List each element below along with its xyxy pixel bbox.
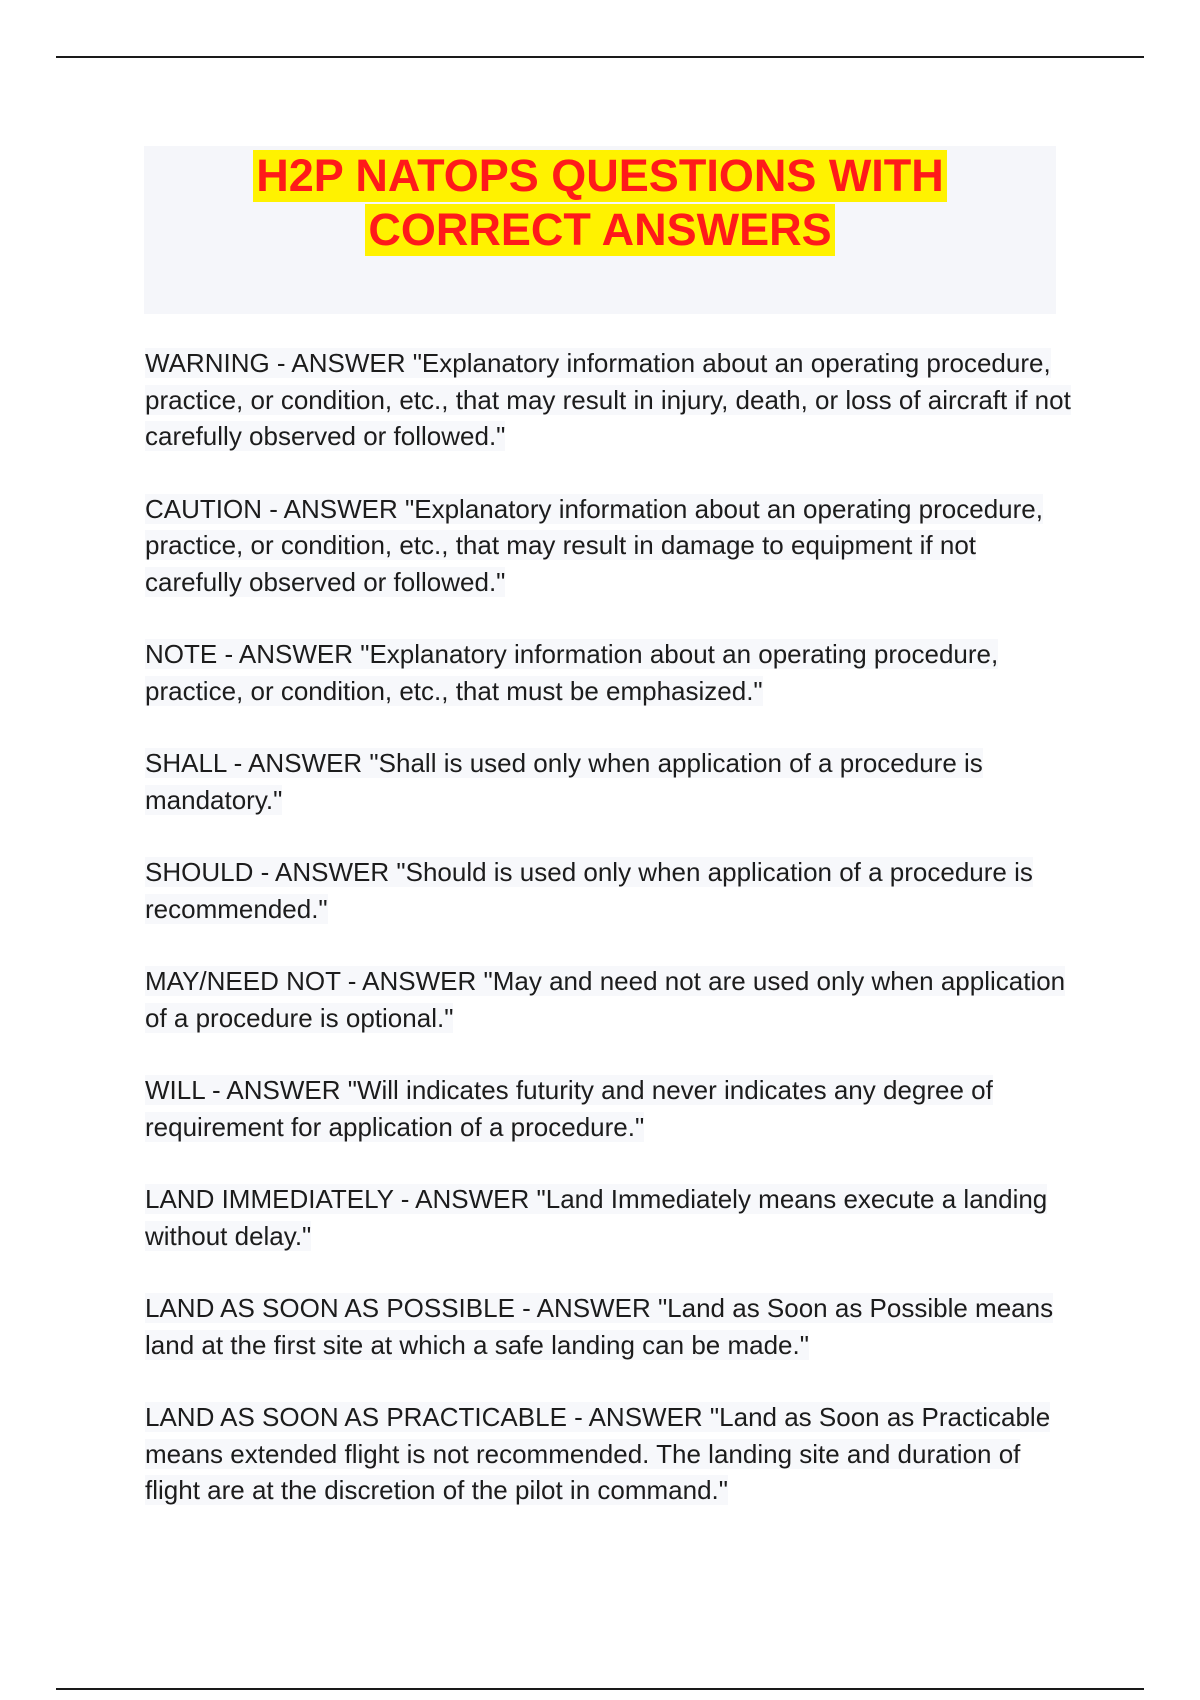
- top-rule: [56, 56, 1144, 58]
- qa-item-should: [145, 854, 1075, 927]
- qa-item-text: SHOULD - ANSWER "Should is used only when application of a procedure is recommended.": [145, 857, 1033, 924]
- qa-item-text: NOTE - ANSWER "Explanatory information about an operating procedure, practice, or condition, etc., that must be emphasized.": [145, 639, 999, 706]
- qa-item-text: SHALL - ANSWER "Shall is used only when application of a procedure is mandatory.": [145, 748, 983, 815]
- qa-item-may-need-not: [145, 963, 1075, 1036]
- qa-item-text: LAND AS SOON AS PRACTICABLE - ANSWER "Land as Soon as Practicable means extended flight is not recommended. The landing site and duration of flight are at the discretion of the pilot in command.": [145, 1402, 1051, 1505]
- qa-item-land-as-soon-as-possible: [145, 1290, 1075, 1363]
- qa-item-note: [145, 636, 1075, 709]
- qa-item-text: MAY/NEED NOT - ANSWER "May and need not are used only when application of a procedure is optional.": [145, 966, 1066, 1033]
- qa-item-land-as-soon-as-practicable: [145, 1399, 1075, 1509]
- qa-item-caution: [145, 491, 1075, 601]
- qa-item-text: LAND AS SOON AS POSSIBLE - ANSWER "Land as Soon as Possible means land at the first site at which a safe landing can be made.": [145, 1293, 1054, 1360]
- qa-list: [145, 345, 1075, 1545]
- qa-item-will: [145, 1072, 1075, 1145]
- qa-item-shall: [145, 745, 1075, 818]
- qa-item-warning: [145, 345, 1075, 455]
- page-title-line-1: H2P NATOPS QUESTIONS WITH: [253, 150, 947, 202]
- qa-item-text: CAUTION - ANSWER "Explanatory information about an operating procedure, practice, or condition, etc., that may result in damage to equipment if not carefully observed or followed.": [145, 493, 1043, 597]
- page-title-line-2: CORRECT ANSWERS: [365, 204, 834, 256]
- qa-item-text: WARNING - ANSWER "Explanatory information about an operating procedure, practice, or condition, etc., that may result in injury, death, or loss of aircraft if not carefully observed or followed.": [145, 348, 1071, 451]
- qa-item-text: WILL - ANSWER "Will indicates futurity and never indicates any degree of requirement for application of a procedure.": [145, 1075, 993, 1142]
- qa-item-text: LAND IMMEDIATELY - ANSWER "Land Immediately means execute a landing without delay.": [145, 1184, 1048, 1251]
- qa-item-land-immediately: [145, 1181, 1075, 1254]
- bottom-rule: [56, 1688, 1144, 1690]
- title-block: [144, 146, 1056, 314]
